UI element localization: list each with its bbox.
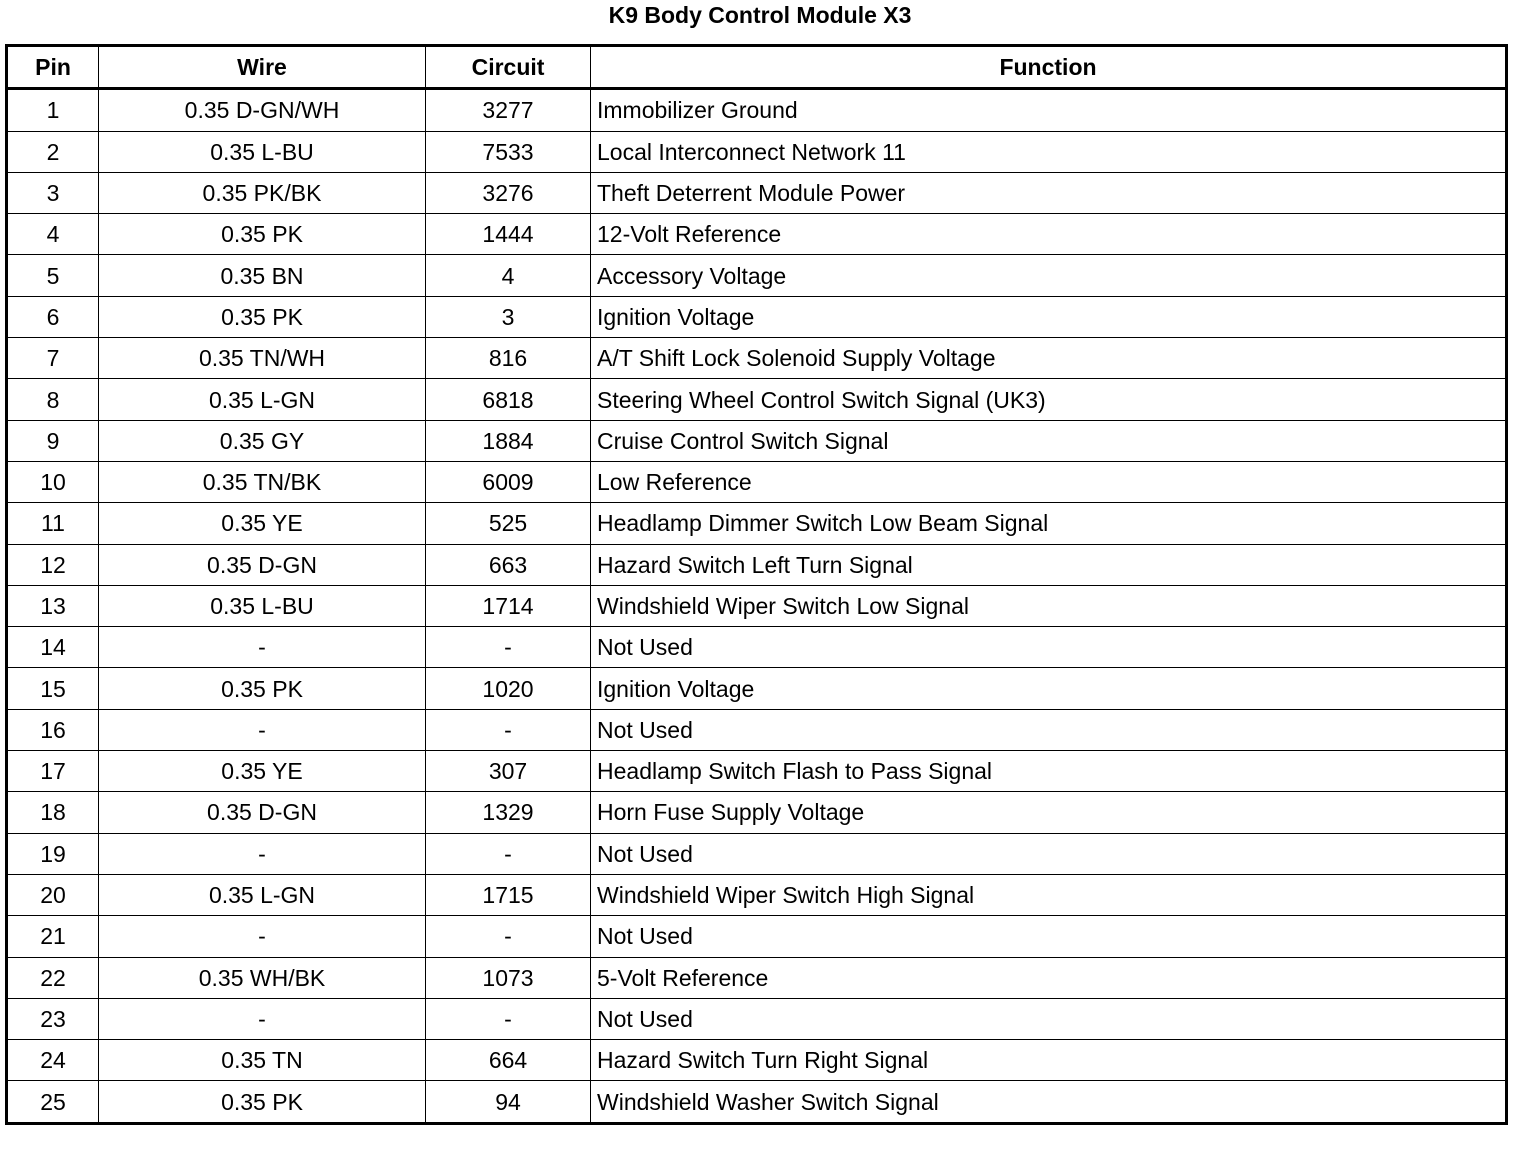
pin-cell: 18	[7, 792, 99, 833]
table-row	[7, 792, 1507, 833]
circuit-cell: 307	[426, 751, 591, 792]
pin-cell: 19	[7, 833, 99, 874]
wire-cell: -	[99, 709, 426, 750]
circuit-cell: 525	[426, 503, 591, 544]
function-cell: Not Used	[591, 709, 1507, 750]
function-cell: Horn Fuse Supply Voltage	[591, 792, 1507, 833]
function-cell: 5-Volt Reference	[591, 957, 1507, 998]
table-row	[7, 89, 1507, 131]
pin-cell: 20	[7, 874, 99, 915]
table-row	[7, 420, 1507, 461]
table-row	[7, 131, 1507, 172]
column-header-circuit: Circuit	[426, 46, 591, 89]
circuit-cell: 1714	[426, 585, 591, 626]
circuit-cell: 663	[426, 544, 591, 585]
circuit-cell: 7533	[426, 131, 591, 172]
pin-cell: 10	[7, 461, 99, 502]
pin-cell: 23	[7, 998, 99, 1039]
wire-cell: 0.35 L-BU	[99, 131, 426, 172]
wire-cell: 0.35 TN	[99, 1040, 426, 1081]
circuit-cell: -	[426, 998, 591, 1039]
wire-cell: 0.35 BN	[99, 255, 426, 296]
table-row	[7, 503, 1507, 544]
pin-cell: 7	[7, 338, 99, 379]
table-row	[7, 214, 1507, 255]
table-row	[7, 585, 1507, 626]
column-header-pin: Pin	[7, 46, 99, 89]
wire-cell: 0.35 L-GN	[99, 379, 426, 420]
circuit-cell: 6818	[426, 379, 591, 420]
wire-cell: 0.35 WH/BK	[99, 957, 426, 998]
pin-cell: 4	[7, 214, 99, 255]
page-title: K9 Body Control Module X3	[608, 2, 912, 28]
function-cell: Ignition Voltage	[591, 296, 1507, 337]
table-row	[7, 1081, 1507, 1123]
table-row	[7, 379, 1507, 420]
table-body	[7, 89, 1507, 1123]
pin-cell: 8	[7, 379, 99, 420]
wire-cell: -	[99, 998, 426, 1039]
column-header-wire: Wire	[99, 46, 426, 89]
table-row	[7, 1040, 1507, 1081]
table-row	[7, 544, 1507, 585]
pinout-table	[5, 44, 1508, 1125]
function-cell: Accessory Voltage	[591, 255, 1507, 296]
table-row	[7, 709, 1507, 750]
wire-cell: 0.35 L-BU	[99, 585, 426, 626]
wire-cell: 0.35 PK	[99, 668, 426, 709]
circuit-cell: 1073	[426, 957, 591, 998]
pin-cell: 22	[7, 957, 99, 998]
function-cell: Hazard Switch Left Turn Signal	[591, 544, 1507, 585]
circuit-cell: 6009	[426, 461, 591, 502]
function-cell: Hazard Switch Turn Right Signal	[591, 1040, 1507, 1081]
wire-cell: -	[99, 627, 426, 668]
function-cell: Windshield Wiper Switch Low Signal	[591, 585, 1507, 626]
table-row	[7, 255, 1507, 296]
function-cell: Immobilizer Ground	[591, 89, 1507, 131]
wire-cell: -	[99, 833, 426, 874]
function-cell: A/T Shift Lock Solenoid Supply Voltage	[591, 338, 1507, 379]
circuit-cell: 1715	[426, 874, 591, 915]
table-row	[7, 668, 1507, 709]
circuit-cell: -	[426, 709, 591, 750]
table-row	[7, 874, 1507, 915]
pin-cell: 1	[7, 89, 99, 131]
circuit-cell: 3	[426, 296, 591, 337]
function-cell: Not Used	[591, 998, 1507, 1039]
circuit-cell: 1329	[426, 792, 591, 833]
wire-cell: 0.35 YE	[99, 751, 426, 792]
wire-cell: 0.35 D-GN	[99, 792, 426, 833]
circuit-cell: 94	[426, 1081, 591, 1123]
function-cell: Theft Deterrent Module Power	[591, 172, 1507, 213]
circuit-cell: 1020	[426, 668, 591, 709]
pin-cell: 5	[7, 255, 99, 296]
column-header-function: Function	[591, 46, 1507, 89]
wire-cell: 0.35 TN/WH	[99, 338, 426, 379]
wire-cell: 0.35 D-GN/WH	[99, 89, 426, 131]
function-cell: Not Used	[591, 833, 1507, 874]
function-cell: Cruise Control Switch Signal	[591, 420, 1507, 461]
function-cell: Ignition Voltage	[591, 668, 1507, 709]
circuit-cell: 1884	[426, 420, 591, 461]
pin-cell: 21	[7, 916, 99, 957]
table-header-row	[7, 46, 1507, 89]
function-cell: Not Used	[591, 916, 1507, 957]
circuit-cell: 816	[426, 338, 591, 379]
pin-cell: 2	[7, 131, 99, 172]
pin-cell: 11	[7, 503, 99, 544]
table-row	[7, 296, 1507, 337]
table-row	[7, 338, 1507, 379]
pin-cell: 15	[7, 668, 99, 709]
function-cell: Windshield Washer Switch Signal	[591, 1081, 1507, 1123]
circuit-cell: 1444	[426, 214, 591, 255]
wire-cell: 0.35 YE	[99, 503, 426, 544]
function-cell: Low Reference	[591, 461, 1507, 502]
circuit-cell: -	[426, 627, 591, 668]
table-row	[7, 627, 1507, 668]
wire-cell: 0.35 TN/BK	[99, 461, 426, 502]
table-row	[7, 957, 1507, 998]
wire-cell: 0.35 PK	[99, 214, 426, 255]
function-cell: 12-Volt Reference	[591, 214, 1507, 255]
table-row	[7, 172, 1507, 213]
function-cell: Not Used	[591, 627, 1507, 668]
table-row	[7, 461, 1507, 502]
wire-cell: 0.35 PK	[99, 1081, 426, 1123]
circuit-cell: 3277	[426, 89, 591, 131]
pin-cell: 6	[7, 296, 99, 337]
circuit-cell: -	[426, 833, 591, 874]
pin-cell: 9	[7, 420, 99, 461]
pin-cell: 14	[7, 627, 99, 668]
wire-cell: 0.35 GY	[99, 420, 426, 461]
pin-cell: 3	[7, 172, 99, 213]
pin-cell: 17	[7, 751, 99, 792]
pin-cell: 12	[7, 544, 99, 585]
function-cell: Headlamp Switch Flash to Pass Signal	[591, 751, 1507, 792]
circuit-cell: 3276	[426, 172, 591, 213]
table-row	[7, 998, 1507, 1039]
function-cell: Windshield Wiper Switch High Signal	[591, 874, 1507, 915]
table-row	[7, 751, 1507, 792]
circuit-cell: 664	[426, 1040, 591, 1081]
wire-cell: 0.35 L-GN	[99, 874, 426, 915]
pin-cell: 24	[7, 1040, 99, 1081]
wire-cell: 0.35 D-GN	[99, 544, 426, 585]
pin-cell: 25	[7, 1081, 99, 1123]
table-row	[7, 916, 1507, 957]
circuit-cell: -	[426, 916, 591, 957]
function-cell: Steering Wheel Control Switch Signal (UK3)	[591, 379, 1507, 420]
wire-cell: 0.35 PK/BK	[99, 172, 426, 213]
circuit-cell: 4	[426, 255, 591, 296]
wire-cell: -	[99, 916, 426, 957]
pin-cell: 13	[7, 585, 99, 626]
pin-cell: 16	[7, 709, 99, 750]
table-row	[7, 833, 1507, 874]
wire-cell: 0.35 PK	[99, 296, 426, 337]
function-cell: Headlamp Dimmer Switch Low Beam Signal	[591, 503, 1507, 544]
function-cell: Local Interconnect Network 11	[591, 131, 1507, 172]
